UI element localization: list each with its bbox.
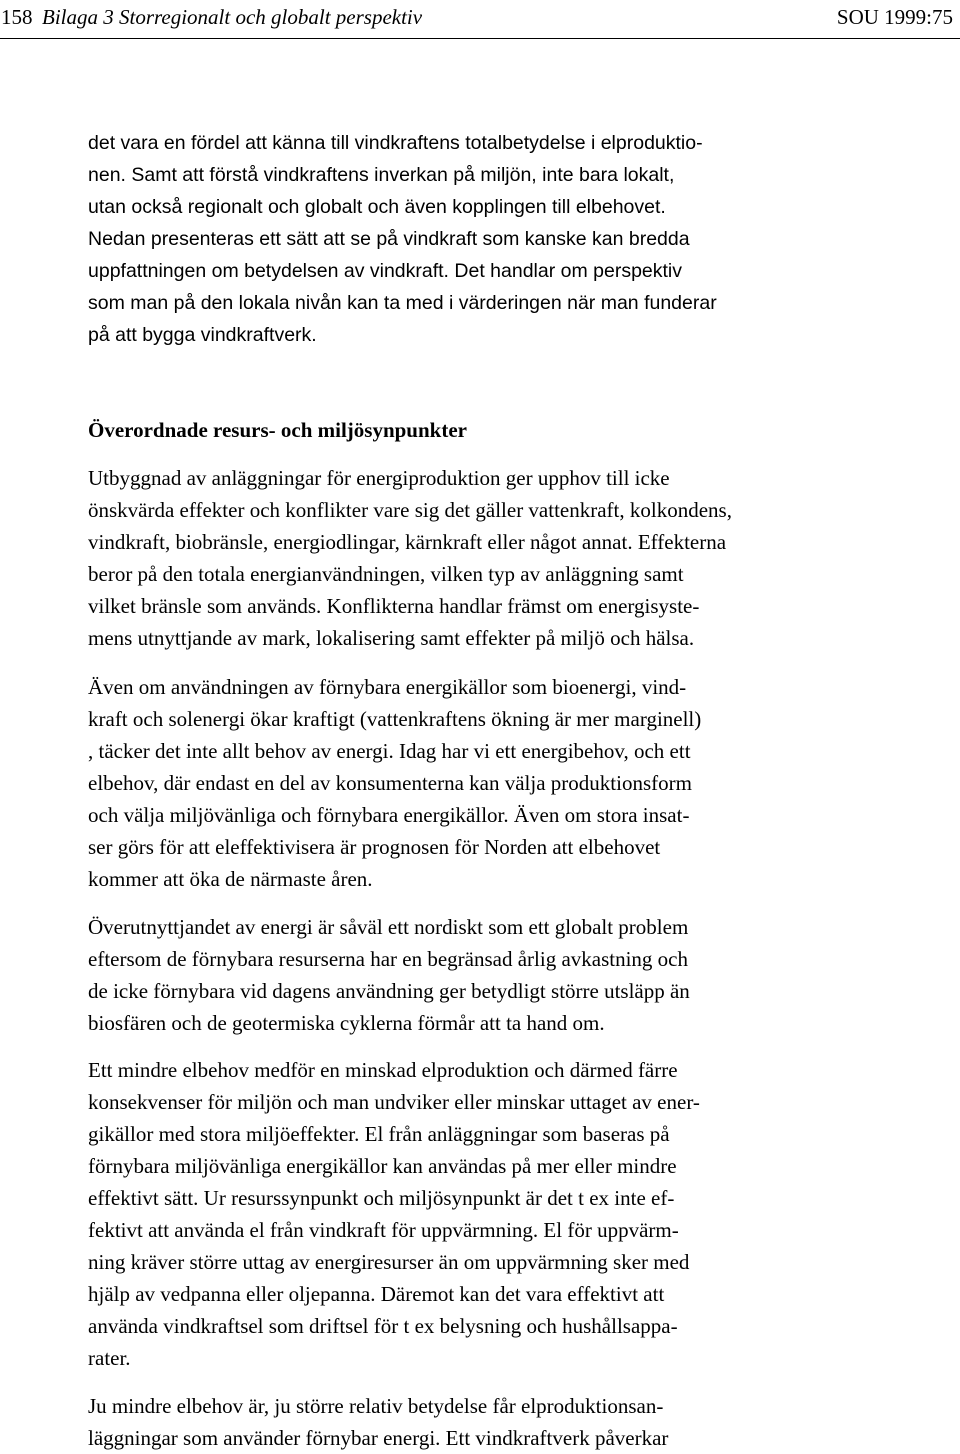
- running-title: Bilaga 3 Storregionalt och globalt perspektiv: [42, 5, 423, 29]
- document-reference: SOU 1999:75: [836, 5, 953, 29]
- text-line: nen. Samt att förstå vindkraftens inverkan på miljön, inte bara lokalt,: [88, 164, 675, 186]
- text-line: rater.: [88, 1346, 131, 1370]
- text-line: Ju mindre elbehov är, ju större relativ betydelse får elproduktionsan-: [88, 1394, 664, 1418]
- text-line: de icke förnybara vid dagens användning ger betydligt större utsläpp än: [88, 979, 690, 1003]
- text-line: gikällor med stora miljöeffekter. El från anläggningar som baseras på: [88, 1122, 670, 1146]
- text-line: kommer att öka de närmaste åren.: [88, 867, 373, 891]
- text-line: det vara en fördel att känna till vindkraftens totalbetydelse i elproduktio-: [88, 132, 703, 154]
- page-header: [0, 4, 953, 30]
- text-line: kraft och solenergi ökar kraftigt (vattenkraftens ökning är mer marginell): [88, 707, 702, 731]
- header-rule: [0, 38, 960, 39]
- text-line: utan också regionalt och globalt och även kopplingen till elbehovet.: [88, 196, 666, 218]
- text-line: mens utnyttjande av mark, lokalisering samt effekter på miljö och hälsa.: [88, 626, 695, 650]
- text-line: använda vindkraftsel som driftsel för t ex belysning och hushållsappa-: [88, 1314, 678, 1338]
- text-line: förnybara miljövänliga energikällor kan användas på mer eller mindre: [88, 1154, 677, 1178]
- page-number: 158: [1, 5, 33, 29]
- text-line: effektivt sätt. Ur resurssynpunkt och miljösynpunkt är det t ex inte ef-: [88, 1186, 675, 1210]
- text-line: fektivt att använda el från vindkraft för uppvärmning. El för uppvärm-: [88, 1218, 679, 1242]
- text-line: hjälp av vedpanna eller oljepanna. Däremot kan det vara effektivt att: [88, 1282, 665, 1306]
- text-line: läggningar som använder förnybar energi. Ett vindkraftverk påverkar: [88, 1426, 669, 1450]
- text-line: Även om användningen av förnybara energikällor som bioenergi, vind-: [88, 675, 687, 699]
- text-line: vilket bränsle som används. Konflikterna handlar främst om energisyste-: [88, 594, 700, 618]
- text-line: , täcker det inte allt behov av energi. Idag har vi ett energibehov, och ett: [88, 739, 691, 763]
- text-line: önskvärda effekter och konflikter vare sig det gäller vattenkraft, kolkondens,: [88, 498, 732, 522]
- text-line: vindkraft, biobränsle, energiodlingar, kärnkraft eller något annat. Effekterna: [88, 530, 727, 554]
- text-line: elbehov, där endast en del av konsumenterna kan välja produktionsform: [88, 771, 692, 795]
- text-line: Utbyggnad av anläggningar för energiproduktion ger upphov till icke: [88, 466, 670, 490]
- text-line: Nedan presenteras ett sätt att se på vindkraft som kanske kan bredda: [88, 228, 690, 250]
- text-line: ser görs för att eleffektivisera är prognosen för Norden att elbehovet: [88, 835, 661, 859]
- text-line: som man på den lokala nivån kan ta med i värderingen när man funderar: [88, 292, 717, 314]
- text-line: Överutnyttjandet av energi är såväl ett nordiskt som ett globalt problem: [88, 915, 689, 939]
- text-line: Ett mindre elbehov medför en minskad elproduktion och därmed färre: [88, 1058, 678, 1082]
- text-line: och välja miljövänliga och förnybara energikällor. Även om stora insat-: [88, 803, 690, 827]
- text-line: eftersom de förnybara resurserna har en begränsad årlig avkastning och: [88, 947, 688, 971]
- text-line: konsekvenser för miljön och man undviker eller minskar uttaget av ener-: [88, 1090, 700, 1114]
- text-line: uppfattningen om betydelsen av vindkraft. Det handlar om perspektiv: [88, 260, 683, 282]
- text-line: på att bygga vindkraftverk.: [88, 324, 317, 346]
- text-line: ning kräver större uttag av energiresurser än om uppvärmning sker med: [88, 1250, 690, 1274]
- section-heading: Överordnade resurs- och miljösynpunkter: [88, 418, 467, 442]
- text-line: beror på den totala energianvändningen, vilken typ av anläggning samt: [88, 562, 684, 586]
- text-line: biosfären och de geotermiska cyklerna förmår att ta hand om.: [88, 1011, 605, 1035]
